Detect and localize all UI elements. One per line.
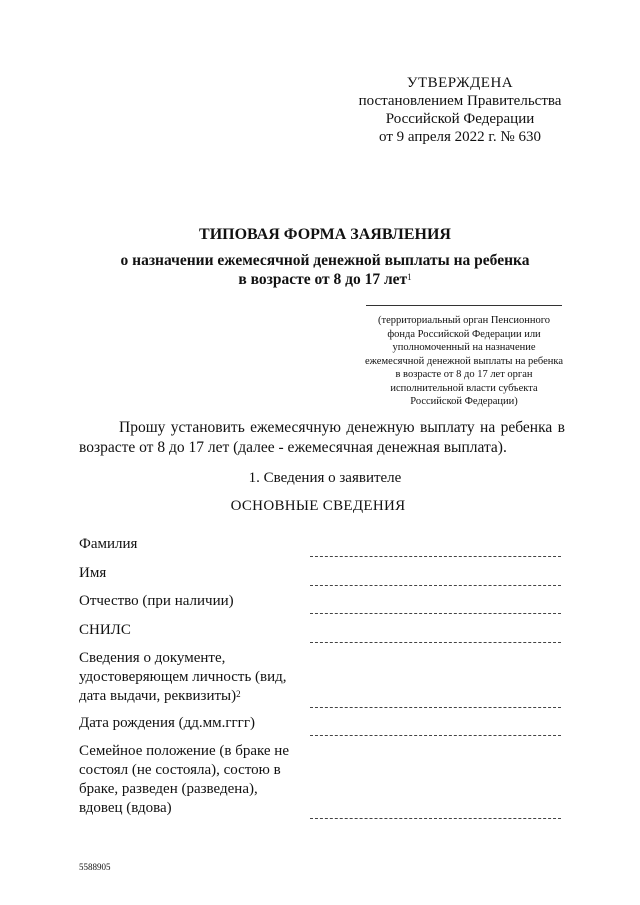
approval-block — [340, 74, 580, 146]
approval-title: УТВЕРЖДЕНА — [406, 75, 514, 91]
approval-line-3: от 9 апреля 2022 г. № 630 — [379, 129, 541, 145]
form-subtitle — [0, 251, 640, 289]
field-input-marital-status[interactable] — [310, 818, 561, 819]
recipient-caption: (территориальный орган Пенсионного фонда Российской Федерации или уполномоченный на назначение ежемесячной денежной выплаты на ребенка в возрасте от 8 до 17 лет орган исполнительной власти субъекта Российской Федерации) — [365, 315, 563, 407]
footer-document-code: 5588905 — [79, 862, 111, 872]
footnote-marker-1: 1 — [407, 272, 412, 282]
form-title: ТИПОВАЯ ФОРМА ЗАЯВЛЕНИЯ — [199, 226, 451, 243]
recipient-entry-line[interactable] — [366, 305, 562, 306]
field-label-snils: СНИЛС — [79, 622, 131, 638]
field-label-marital-status: Семейное положение (в браке не состоял (не состояла), состою в браке, разведен (разведена), вдовец (вдова) — [79, 743, 289, 816]
field-input-snils[interactable] — [310, 642, 561, 643]
field-label-name: Имя — [79, 565, 107, 581]
field-label-surname: Фамилия — [79, 536, 138, 552]
field-input-identity-document[interactable] — [310, 707, 561, 708]
field-input-birth-date[interactable] — [310, 735, 561, 736]
field-label-patronymic: Отчество (при наличии) — [79, 593, 234, 609]
field-label-birth-date: Дата рождения (дд.мм.гггг) — [79, 715, 255, 731]
approval-line-2: Российской Федерации — [385, 111, 535, 127]
subsection-title: ОСНОВНЫЕ СВЕДЕНИЯ — [230, 498, 406, 514]
field-input-patronymic[interactable] — [310, 613, 561, 614]
footnote-marker-2: 2 — [236, 689, 241, 699]
field-input-surname[interactable] — [310, 556, 561, 557]
field-label-identity-document-text: Сведения о документе, удостоверяющем личность (вид, дата выдачи, реквизиты) — [79, 650, 287, 704]
field-input-name[interactable] — [310, 585, 561, 586]
section-title: 1. Сведения о заявителе — [248, 470, 402, 486]
form-subtitle-line-1: о назначении ежемесячной денежной выплаты на ребенка — [120, 252, 530, 269]
request-paragraph: Прошу установить ежемесячную денежную выплату на ребенка в возрасте от 8 до 17 лет (далее - ежемесячная денежная выплата). — [79, 419, 565, 456]
form-subtitle-line-2 — [0, 270, 640, 289]
form-subtitle-line-2-text: в возрасте от 8 до 17 лет — [238, 271, 408, 288]
approval-line-1: постановлением Правительства — [358, 93, 562, 109]
field-label-identity-document — [79, 649, 294, 706]
